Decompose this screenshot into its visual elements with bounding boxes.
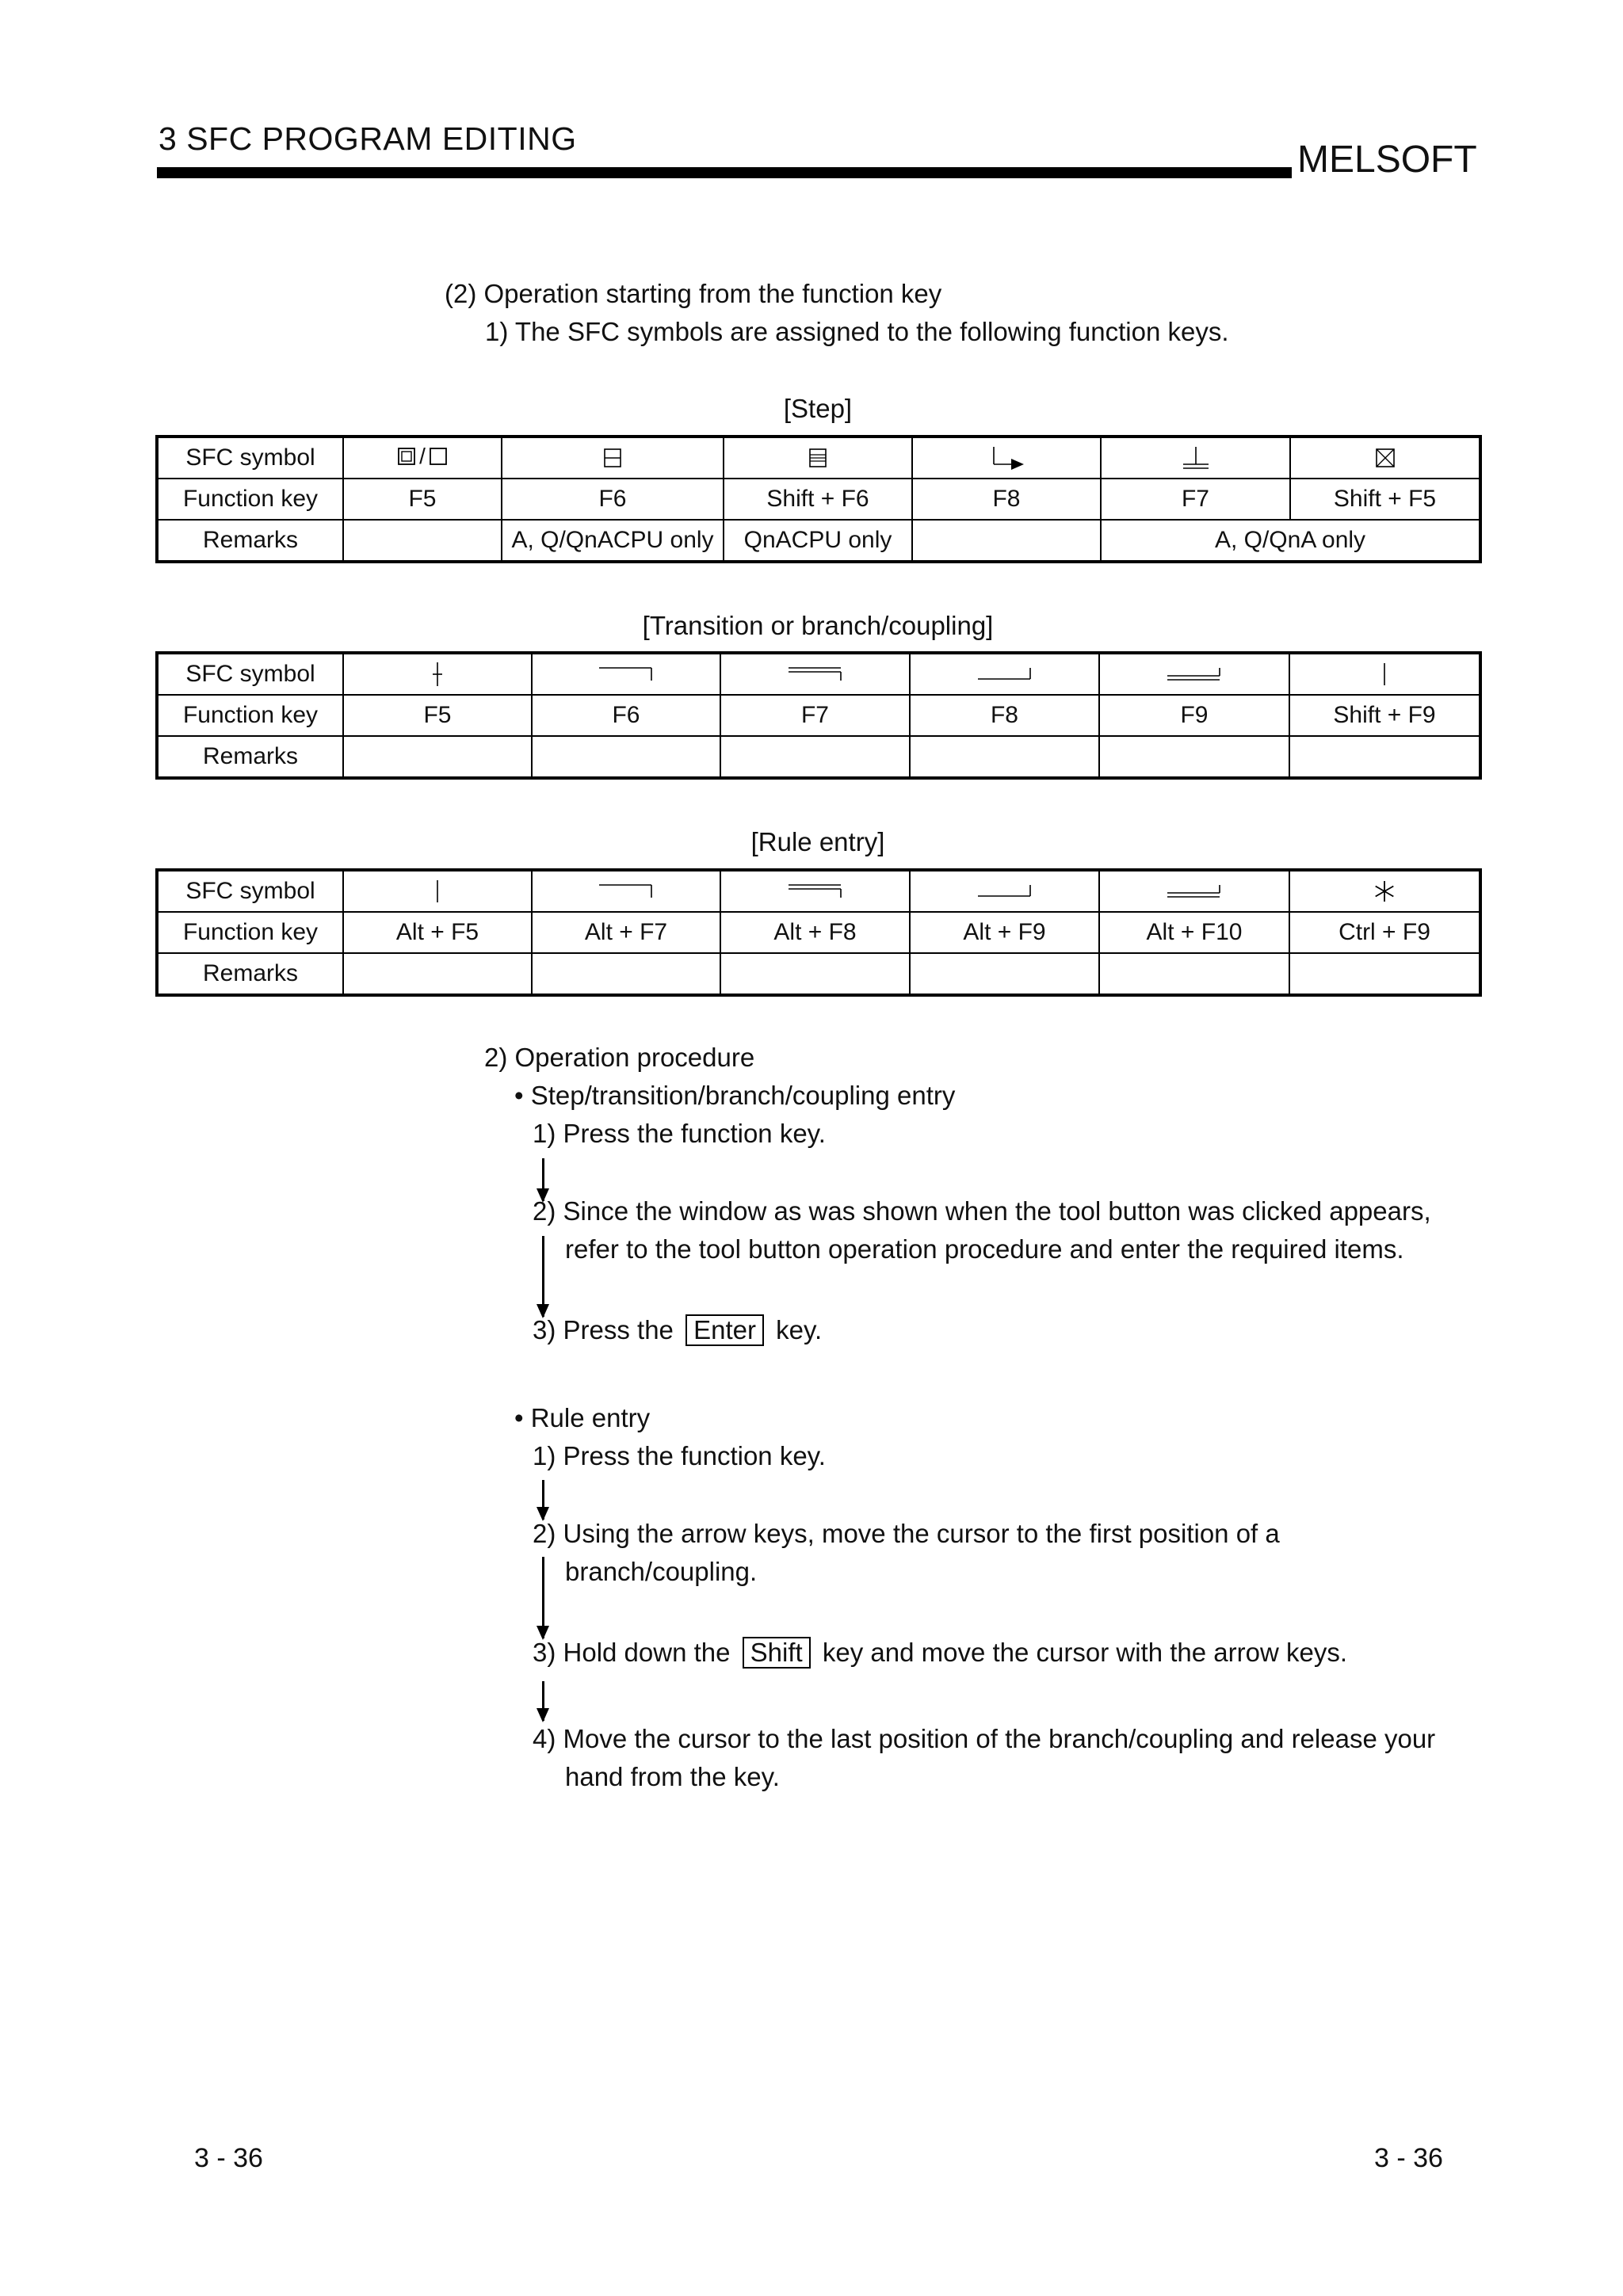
flow-arrow	[542, 1236, 544, 1317]
rule-step-1: 1) Press the function key.	[533, 1441, 826, 1470]
function-key-cell: F5	[343, 695, 532, 736]
function-key-cell: F6	[502, 479, 724, 520]
section-subheading: 1) The SFC symbols are assigned to the following function keys.	[485, 317, 1229, 346]
table-row	[157, 520, 1480, 562]
remarks-cell	[1099, 953, 1289, 995]
function-key-cell: Alt + F10	[1099, 912, 1289, 953]
row-label: Function key	[157, 912, 343, 953]
table-row	[157, 870, 1480, 912]
remarks-cell	[910, 736, 1099, 778]
function-key-cell: Alt + F7	[532, 912, 720, 953]
transition-table-caption: [Transition or branch/coupling]	[642, 611, 994, 640]
chapter-title: 3 SFC PROGRAM EDITING	[158, 120, 577, 157]
row-label: Remarks	[157, 520, 343, 562]
shift-key-label: Shift	[743, 1637, 811, 1669]
function-key-cell: Shift + F9	[1289, 695, 1480, 736]
brand-logo: MELSOFT	[1297, 139, 1477, 181]
initial-step-or-step-icon	[343, 437, 502, 479]
flow-arrow	[542, 1480, 544, 1520]
function-key-cell: Shift + F5	[1290, 479, 1480, 520]
rule-step-3	[533, 1637, 1347, 1669]
selection-branch-icon	[532, 653, 720, 695]
entry-step-3-text: 3) Press the	[533, 1315, 674, 1344]
entry-procedure-title: • Step/transition/branch/coupling entry	[514, 1081, 956, 1110]
row-label: Remarks	[157, 736, 343, 778]
flow-arrow	[542, 1681, 544, 1721]
enter-key-label: Enter	[685, 1314, 764, 1346]
vertical-line-icon	[343, 870, 532, 912]
table-row	[157, 695, 1480, 736]
page-number-right: 3 - 36	[1374, 2143, 1443, 2173]
step-icon	[502, 437, 724, 479]
table-row	[157, 437, 1480, 479]
step-table	[155, 435, 1482, 563]
remarks-cell	[343, 953, 532, 995]
rule-step-4: 4) Move the cursor to the last position of the branch/coupling and release your	[533, 1724, 1436, 1753]
remarks-cell	[343, 520, 502, 562]
remarks-cell	[720, 953, 910, 995]
row-label: SFC symbol	[157, 437, 343, 479]
remarks-cell	[1289, 953, 1480, 995]
step-variant-icon	[724, 437, 912, 479]
remarks-cell	[532, 953, 720, 995]
function-key-cell: F6	[532, 695, 720, 736]
vertical-line-icon	[1289, 653, 1480, 695]
asterisk-icon	[1289, 870, 1480, 912]
rule-table	[155, 868, 1482, 997]
remarks-cell: A, Q/QnA only	[1101, 520, 1480, 562]
function-key-cell: F8	[912, 479, 1101, 520]
entry-step-2: 2) Since the window as was shown when the tool button was clicked appears,	[533, 1196, 1431, 1226]
function-key-cell: F5	[343, 479, 502, 520]
remarks-cell	[1099, 736, 1289, 778]
function-key-cell: Alt + F8	[720, 912, 910, 953]
transition-icon	[343, 653, 532, 695]
function-key-cell: Ctrl + F9	[1289, 912, 1480, 953]
function-key-cell: F9	[1099, 695, 1289, 736]
rule-step-2-cont: branch/coupling.	[565, 1557, 758, 1586]
entry-step-3-suffix: key.	[776, 1315, 823, 1344]
parallel-coupling-icon	[1099, 870, 1289, 912]
entry-step-2-cont: refer to the tool button operation procedure and enter the required items.	[565, 1234, 1404, 1264]
remarks-cell: QnACPU only	[724, 520, 912, 562]
step-table-caption: [Step]	[783, 394, 853, 423]
selection-coupling-icon	[910, 870, 1099, 912]
entry-step-1: 1) Press the function key.	[533, 1119, 826, 1148]
jump-icon	[912, 437, 1101, 479]
remarks-cell	[910, 953, 1099, 995]
rule-step-3-text: 3) Hold down the	[533, 1638, 731, 1667]
table-row	[157, 653, 1480, 695]
procedure-heading: 2) Operation procedure	[484, 1043, 755, 1072]
table-row	[157, 912, 1480, 953]
remarks-cell	[1289, 736, 1480, 778]
rule-step-4-cont: hand from the key.	[565, 1762, 780, 1791]
row-label: Function key	[157, 695, 343, 736]
parallel-branch-icon	[720, 870, 910, 912]
flow-arrow	[542, 1557, 544, 1638]
selection-branch-icon	[532, 870, 720, 912]
remarks-cell: A, Q/QnACPU only	[502, 520, 724, 562]
row-label: SFC symbol	[157, 870, 343, 912]
function-key-cell: Alt + F5	[343, 912, 532, 953]
rule-table-caption: [Rule entry]	[750, 827, 885, 856]
row-label: Function key	[157, 479, 343, 520]
remarks-cell	[532, 736, 720, 778]
function-key-cell: Alt + F9	[910, 912, 1099, 953]
header-rule	[157, 167, 1292, 178]
rule-procedure-title: • Rule entry	[514, 1403, 651, 1432]
table-row	[157, 953, 1480, 995]
flow-arrow	[542, 1158, 544, 1201]
slash-separator: /	[419, 444, 426, 468]
page-number-left: 3 - 36	[194, 2143, 263, 2173]
transition-table	[155, 651, 1482, 780]
remarks-cell	[912, 520, 1101, 562]
function-key-cell: F7	[720, 695, 910, 736]
function-key-cell: F8	[910, 695, 1099, 736]
table-row	[157, 736, 1480, 778]
entry-step-3	[533, 1314, 822, 1346]
parallel-branch-icon	[720, 653, 910, 695]
table-row	[157, 479, 1480, 520]
remarks-cell	[720, 736, 910, 778]
rule-step-2: 2) Using the arrow keys, move the cursor to the first position of a	[533, 1519, 1280, 1548]
dummy-step-icon	[1290, 437, 1480, 479]
function-key-cell: Shift + F6	[724, 479, 912, 520]
section-heading: (2) Operation starting from the function key	[445, 279, 942, 308]
row-label: Remarks	[157, 953, 343, 995]
rule-step-3-suffix: key and move the cursor with the arrow keys.	[822, 1638, 1347, 1667]
function-key-cell: F7	[1101, 479, 1290, 520]
remarks-cell	[343, 736, 532, 778]
selection-coupling-icon	[910, 653, 1099, 695]
row-label: SFC symbol	[157, 653, 343, 695]
end-step-icon	[1101, 437, 1290, 479]
parallel-coupling-icon	[1099, 653, 1289, 695]
